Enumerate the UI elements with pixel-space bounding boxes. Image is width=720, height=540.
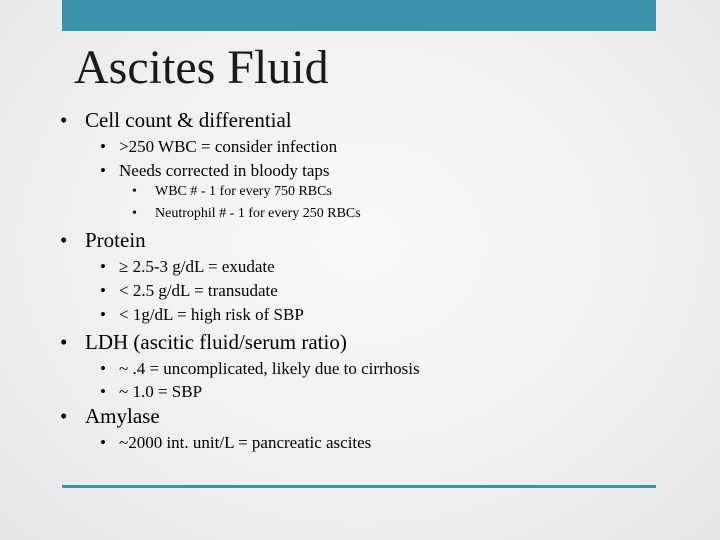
bullet-text: Amylase: [85, 404, 160, 428]
bullet-mark: •: [132, 184, 137, 199]
bullet-mark: •: [100, 137, 106, 156]
bullet-item: [100, 359, 420, 379]
bullet-text: < 1g/dL = high risk of SBP: [119, 305, 304, 324]
bullet-item: [132, 206, 361, 222]
bullet-text: Neutrophil # - 1 for every 250 RBCs: [155, 206, 361, 221]
bullet-text: WBC # - 1 for every 750 RBCs: [155, 184, 332, 199]
bullet-item: [60, 228, 146, 253]
bullet-mark: •: [100, 382, 106, 401]
bullet-mark: •: [60, 108, 68, 132]
bullet-item: [100, 257, 275, 277]
slide-title: Ascites Fluid: [74, 41, 329, 94]
bullet-item: [100, 305, 304, 325]
bullet-item: [100, 161, 330, 181]
bullet-mark: •: [100, 281, 106, 300]
bullet-mark: •: [60, 228, 68, 252]
bullet-text: ~ 1.0 = SBP: [119, 382, 203, 401]
bullet-mark: •: [100, 305, 106, 324]
bullet-item: [100, 137, 337, 157]
bullet-mark: •: [132, 206, 137, 221]
bullet-text: ~2000 int. unit/L = pancreatic ascites: [119, 433, 372, 452]
bottom-accent-line: [62, 485, 656, 488]
bullet-item: [100, 382, 202, 402]
bullet-mark: •: [100, 359, 106, 378]
bullet-item: [132, 184, 332, 200]
bullet-text: ~ .4 = uncomplicated, likely due to cirrhosis: [119, 359, 420, 378]
bullet-mark: •: [100, 433, 106, 452]
bullet-item: [60, 404, 160, 429]
bullet-item: [100, 433, 371, 453]
bullet-text: >250 WBC = consider infection: [119, 137, 338, 156]
bullet-text: Cell count & differential: [85, 108, 292, 132]
bullet-mark: •: [100, 257, 106, 276]
bullet-text: Protein: [85, 228, 146, 252]
bullet-mark: •: [60, 404, 68, 428]
bullet-item: [60, 108, 292, 133]
bullet-text: ≥ 2.5-3 g/dL = exudate: [119, 257, 275, 276]
bullet-text: LDH (ascitic fluid/serum ratio): [85, 330, 347, 354]
bullet-text: < 2.5 g/dL = transudate: [119, 281, 278, 300]
bullet-item: [100, 281, 278, 301]
bullet-mark: •: [100, 161, 106, 180]
bullet-text: Needs corrected in bloody taps: [119, 161, 330, 180]
bullet-mark: •: [60, 330, 68, 354]
bullet-item: [60, 330, 347, 355]
